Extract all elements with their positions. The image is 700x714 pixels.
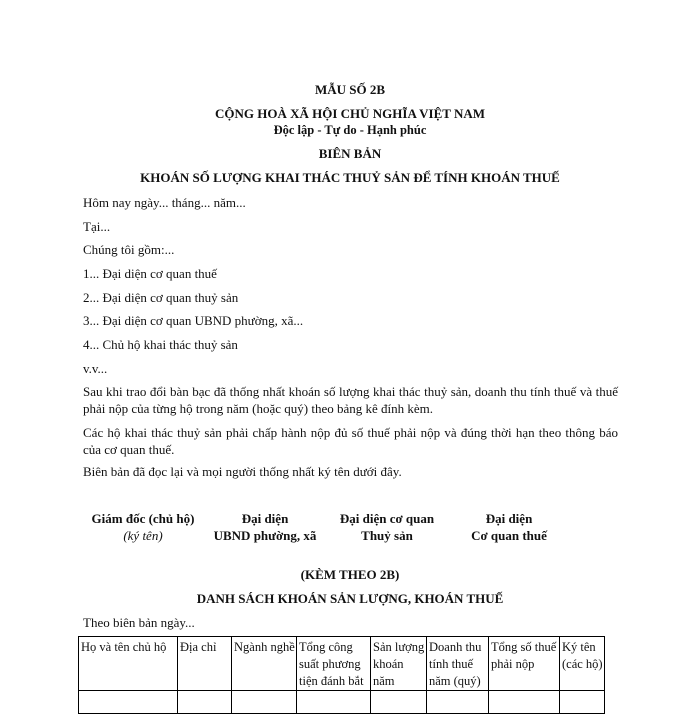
table-row [79,691,605,714]
table-header-row [79,637,605,691]
signature-block-owner [78,510,208,544]
form-number: MẪU SỐ 2B [314,82,386,97]
signature-title: Giám đốc (chủ hộ) [91,511,195,526]
signature-title: Đại diện [241,511,289,526]
document-title: KHOÁN SỐ LƯỢNG KHAI THÁC THUỶ SẢN ĐỂ TÍNH KHOÁN THUẾ [140,170,560,185]
country-heading: CỘNG HOÀ XÃ HỘI CHỦ NGHĨA VIỆT NAM [214,106,486,121]
signature-block-ubnd [200,510,330,544]
table-cell[interactable] [79,691,178,714]
attendees-intro: Chúng tôi gồm:... [83,242,175,257]
place-line: Tại... [83,219,111,234]
column-header: Ngành nghề [232,637,297,691]
table-cell[interactable] [371,691,427,714]
attendee-item: 4... Chủ hộ khai thác thuỷ sản [83,337,238,352]
column-header: Ký tên (các hộ) [560,637,605,691]
document-type: BIÊN BẢN [318,146,382,161]
signature-title: Đại diện cơ quan [339,511,435,526]
date-line: Hôm nay ngày... tháng... năm... [83,195,246,210]
column-header: Địa chỉ [178,637,232,691]
table-cell[interactable] [232,691,297,714]
table-cell[interactable] [489,691,560,714]
paragraph-obligation: Các hộ khai thác thuỷ sản phải chấp hành nộp đủ số thuế phải nộp và đúng thời hạn theo thông báo của cơ quan thuế. [83,425,618,457]
motto: Độc lập - Tự do - Hạnh phúc [273,123,427,137]
paragraph-closing: Biên bản đã đọc lại và mọi người thống nhất ký tên dưới đây. [83,464,402,479]
signature-subtitle: Thuỷ sản [361,528,413,543]
table-cell[interactable] [560,691,605,714]
signature-title: Đại diện [485,511,533,526]
column-header: Họ và tên chủ hộ [79,637,178,691]
column-header: Sản lượng khoán năm [371,637,427,691]
etc-line: v.v... [83,361,108,376]
table-cell[interactable] [178,691,232,714]
column-header: Tổng công suất phương tiện đánh bắt [297,637,371,691]
table-cell[interactable] [427,691,489,714]
attendee-item: 3... Đại diện cơ quan UBND phường, xã... [83,313,304,328]
signature-subtitle: (ký tên) [123,528,163,543]
table-cell[interactable] [297,691,371,714]
annex-subtitle: Theo biên bản ngày... [83,615,195,630]
signature-subtitle: UBND phường, xã [213,528,317,543]
signature-block-fisheries [322,510,452,544]
column-header: Tổng số thuế phải nộp [489,637,560,691]
annex-label: (KÈM THEO 2B) [300,567,400,582]
attendee-item: 1... Đại diện cơ quan thuế [83,266,217,281]
attendee-item: 2... Đại diện cơ quan thuỷ sản [83,290,239,305]
annex-title: DANH SÁCH KHOÁN SẢN LƯỢNG, KHOÁN THUẾ [196,591,504,606]
column-header: Doanh thu tính thuế năm (quý) [427,637,489,691]
tax-list-table [78,636,605,714]
signature-block-tax [444,510,574,544]
signature-subtitle: Cơ quan thuế [471,528,547,543]
paragraph-agreement: Sau khi trao đổi bàn bạc đã thống nhất khoán số lượng khai thác thuỷ sản, doanh thu tính thuế và thuế phải nộp của từng hộ trong năm (hoặc quý) theo bảng kê đính kèm. [83,384,618,416]
